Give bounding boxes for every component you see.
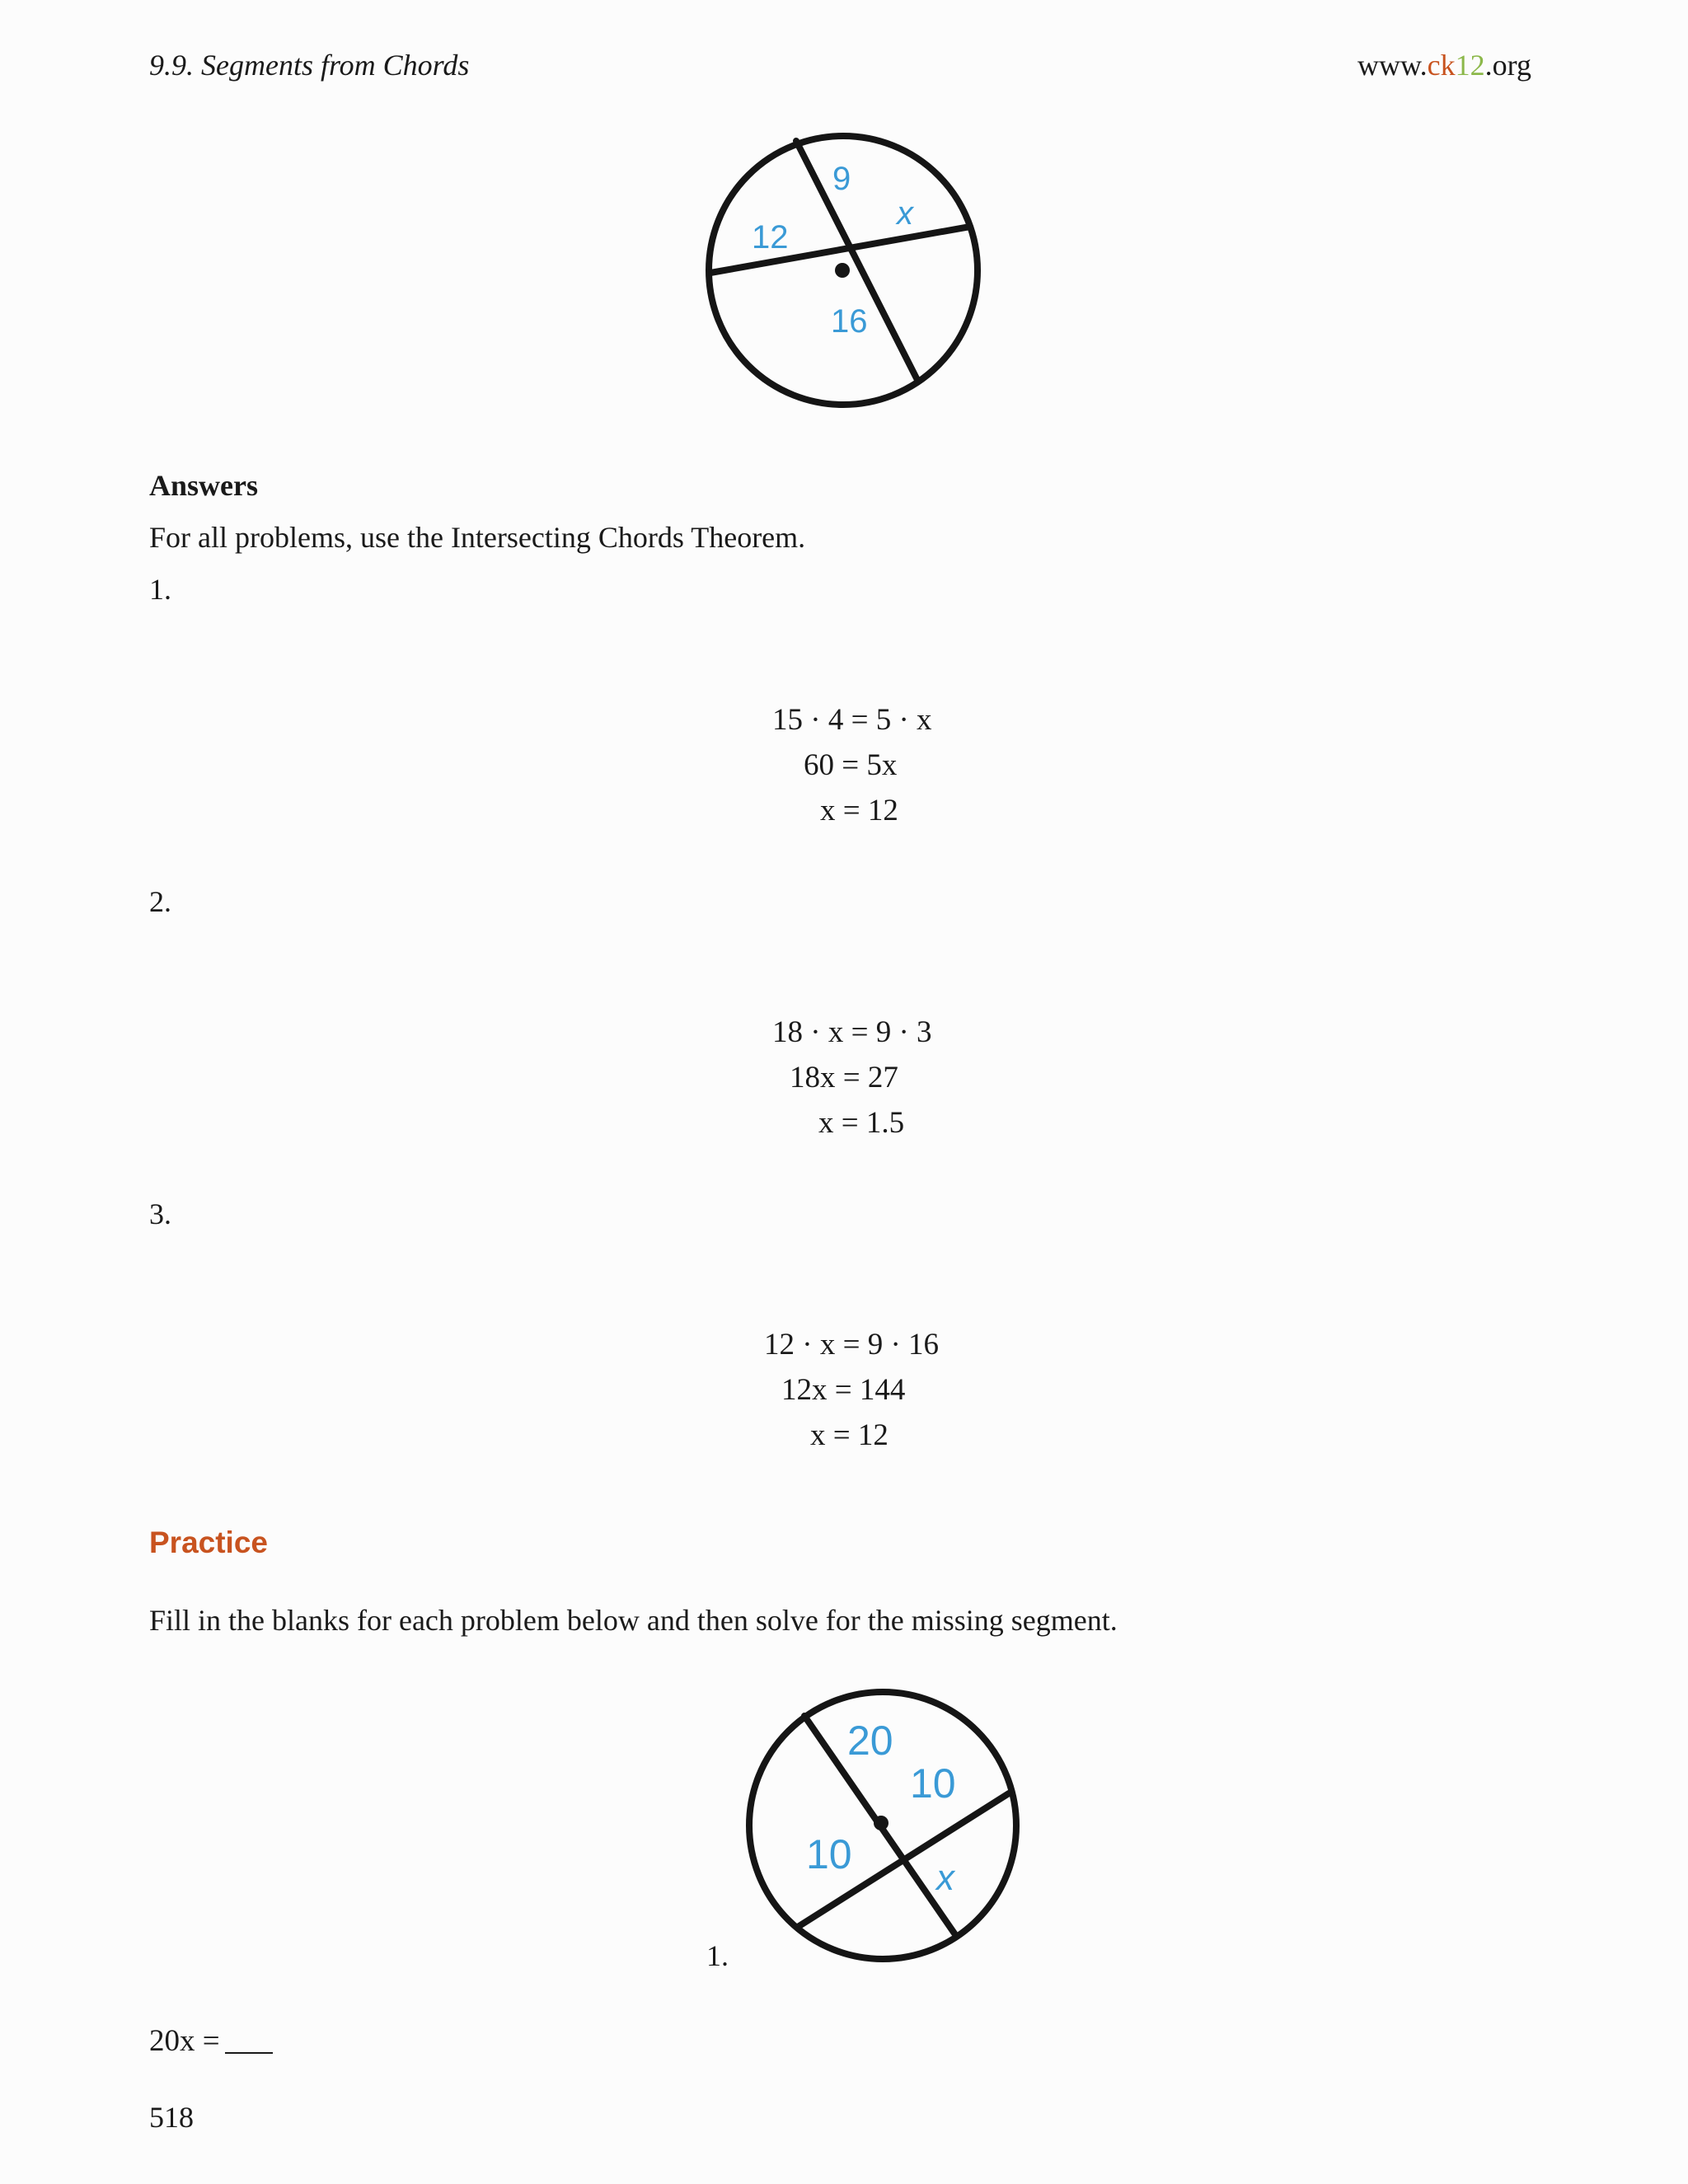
practice-intro: Fill in the blanks for each problem below and then solve for the missing segment.: [149, 1604, 1118, 1637]
answer-3-line-2: 12x = 144: [781, 1373, 906, 1407]
label-20: 20: [847, 1718, 893, 1764]
chords-figure-top: [701, 128, 989, 416]
label-10-top: 10: [910, 1760, 956, 1807]
section-title: 9.9. Segments from Chords: [149, 49, 470, 82]
answer-number-3: 3.: [149, 1197, 171, 1230]
site-ck: ck: [1427, 49, 1456, 82]
answer-1-line-2: 60 = 5x: [804, 748, 898, 782]
center-dot: [874, 1816, 889, 1830]
label-x: x: [936, 1858, 954, 1898]
label-10-bottom: 10: [806, 1831, 852, 1877]
practice-heading: Practice: [149, 1526, 268, 1559]
answer-2-line-2: 18x = 27: [790, 1061, 898, 1094]
answer-1-line-3: x = 12: [820, 794, 898, 827]
label-9: 9: [832, 161, 851, 197]
page-number: 518: [149, 2101, 194, 2134]
answer-number-2: 2.: [149, 885, 171, 918]
answers-heading: Answers: [149, 469, 258, 502]
answer-1-line-1: 15 · 4 = 5 · x: [772, 703, 932, 737]
site-12: 12: [1455, 49, 1485, 82]
label-x: x: [897, 195, 913, 232]
center-dot: [835, 263, 850, 278]
answer-2-line-1: 18 · x = 9 · 3: [772, 1015, 932, 1049]
answer-blank[interactable]: [225, 2052, 273, 2054]
practice-equation: [149, 2023, 273, 2059]
site-suffix: .org: [1484, 49, 1531, 82]
answer-3-line-3: x = 12: [810, 1418, 889, 1452]
label-16: 16: [831, 303, 868, 340]
practice-equation-lhs: 20x =: [149, 2024, 220, 2058]
answer-2-line-3: x = 1.5: [818, 1106, 905, 1140]
label-12: 12: [752, 219, 789, 255]
site-url[interactable]: [1357, 48, 1531, 82]
chord-1: [796, 141, 918, 382]
answer-number-1: 1.: [149, 573, 171, 606]
answer-3-line-1: 12 · x = 9 · 16: [764, 1328, 940, 1361]
site-prefix: www.: [1357, 49, 1428, 82]
practice-problem-number: 1.: [706, 1939, 729, 1972]
chords-figure-practice: [738, 1681, 1027, 1970]
answers-intro: For all problems, use the Intersecting Chords Theorem.: [149, 521, 806, 554]
